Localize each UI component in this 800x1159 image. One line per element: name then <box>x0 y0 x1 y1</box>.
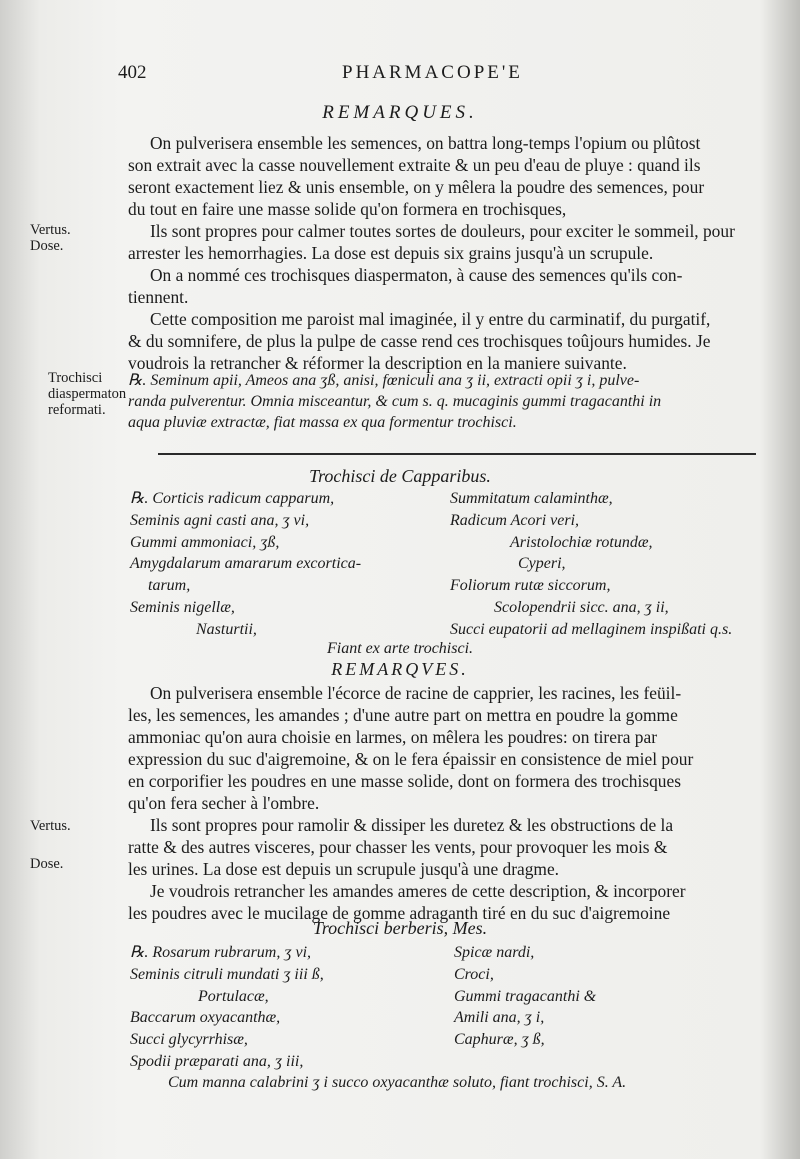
text-line: Je voudrois retrancher les amandes ameres de cette description, & incorporer <box>150 881 686 901</box>
margin-trochisci-reformati <box>48 370 140 418</box>
text-line: On a nommé ces trochisques diaspermaton, à cause des semences qu'ils con- <box>150 265 683 285</box>
trochisci-capparibus-title: Trochisci de Capparibus. <box>309 466 491 486</box>
ingredient: tarum, <box>148 577 191 595</box>
margin-line: Trochisci <box>48 370 103 386</box>
text-line: les urines. La dose est depuis un scrupule jusqu'à une dragme. <box>128 859 560 879</box>
ingredient: Radicum Acori veri, <box>450 511 580 529</box>
ingredient: Spicæ nardi, <box>454 944 535 961</box>
ingredient: Amygdalarum amararum excortica- <box>130 555 362 573</box>
berberis-closing: Cum manna calabrini ʒ i succo oxyacanthæ soluto, fiant trochisci, S. A. <box>168 1074 627 1091</box>
margin-dose-2: Dose. <box>30 856 64 872</box>
text-line: ammoniac qu'on aura choisie en larmes, on mêlera les poudres: on tirera par <box>128 727 658 747</box>
capparibus-left-column <box>130 488 361 641</box>
ingredient: Portulacæ, <box>198 987 269 1005</box>
berberis-left-column <box>130 942 324 1073</box>
text-line: arrester les hemorrhagies. La dose est depuis six grains jusqu'à un scrupule. <box>128 243 654 263</box>
ingredient: Gummi tragacanthi & <box>454 987 597 1005</box>
text-line: expression du suc d'aigremoine, & on le fera épaissir en consistence de miel pour <box>128 749 694 769</box>
page-number: 402 <box>118 62 147 83</box>
remarques-heading-2: REMARQVES. <box>331 659 469 679</box>
text-line: son extrait avec la casse nouvellement extraite & un peu d'eau de pluye : quand ils <box>128 155 701 175</box>
capparibus-closing: Fiant ex arte trochisci. <box>326 640 474 657</box>
remarques-paragraphs-2 <box>128 682 752 924</box>
ingredient: Seminis nigellæ, <box>130 598 235 616</box>
margin-line: reformati. <box>48 402 106 418</box>
running-title: PHARMACOPE'E <box>342 62 523 83</box>
text-line: Ils sont propres pour ramolir & dissiper les duretez & les obstructions de la <box>150 815 674 835</box>
text-line: voudrois la retrancher & réformer la description en la maniere suivante. <box>128 353 627 373</box>
margin-line: diaspermaton <box>48 386 127 402</box>
ingredient: Cyperi, <box>518 555 566 573</box>
ingredient: Gummi ammoniaci, ʒß, <box>130 533 280 551</box>
ingredient: Nasturtii, <box>196 620 257 638</box>
ingredient: Seminis citruli mundati ʒ iii ß, <box>130 965 324 983</box>
ingredient: Croci, <box>454 965 494 983</box>
page-header <box>118 62 758 86</box>
text-line: On pulverisera ensemble l'écorce de racine de capprier, les racines, les feüil- <box>150 683 682 703</box>
text-line: Ils sont propres pour calmer toutes sortes de douleurs, pour exciter le sommeil, pour <box>150 221 735 241</box>
recipe-line: ℞. Seminum apii, Ameos ana ʒß, anisi, fœniculi ana ʒ ii, extracti opii ʒ i, pulve- <box>128 372 640 389</box>
ingredient: Foliorum rutæ siccorum, <box>450 577 611 595</box>
ingredient: Seminis agni casti ana, ʒ vi, <box>130 511 310 529</box>
ingredient: Summitatum calaminthæ, <box>450 490 613 507</box>
ingredient: Succi glycyrrhisæ, <box>130 1031 248 1049</box>
margin-vertus-1: Vertus. <box>30 222 71 238</box>
recipe-reformed <box>128 370 768 433</box>
ingredient: Caphuræ, ʒ ß, <box>454 1031 545 1049</box>
trochisci-berberis-title: Trochisci berberis, Mes. <box>312 918 488 938</box>
text-line: On pulverisera ensemble les semences, on battra long-temps l'opium ou plûtost <box>150 133 701 153</box>
text-line: & du somnifere, de plus la pulpe de casse rend ces trochisques toûjours humides. Je <box>128 331 711 351</box>
recipe-line: randa pulverentur. Omnia misceantur, & cum s. q. mucaginis gummi tragacanthi in <box>128 393 662 410</box>
remarques-paragraphs-1 <box>128 132 752 374</box>
text-line: ratte & des autres visceres, pour chasser les vents, pour provoquer les mois & <box>128 837 668 857</box>
recipe-line: aqua pluviæ extractæ, fiat massa ex qua formentur trochisci. <box>128 414 517 431</box>
text-line: les, les semences, les amandes ; d'une autre part on mettra en poudre la gomme <box>128 705 678 725</box>
ingredient: Aristolochiæ rotundæ, <box>510 533 653 551</box>
margin-dose-1: Dose. <box>30 238 64 254</box>
ingredient: ℞. Rosarum rubrarum, ʒ vi, <box>130 944 312 961</box>
margin-vertus-2: Vertus. <box>30 818 71 834</box>
section-divider <box>158 453 756 455</box>
text-line: seront exactement liez & unis ensemble, on y mêlera la poudre des semences, pour <box>128 177 705 197</box>
ingredient: Spodii præparati ana, ʒ iii, <box>130 1052 304 1070</box>
ingredient: Scolopendrii sicc. ana, ʒ ii, <box>494 598 669 616</box>
remarques-heading-1: REMARQUES. <box>322 102 478 123</box>
ingredient: Baccarum oxyacanthæ, <box>130 1009 281 1027</box>
ingredient: Amili ana, ʒ i, <box>454 1009 545 1027</box>
text-line: Cette composition me paroist mal imaginée, il y entre du carminatif, du purgatif, <box>150 309 711 329</box>
text-line: du tout en faire une masse solide qu'on formera en trochisques, <box>128 199 567 219</box>
ingredient: ℞. Corticis radicum capparum, <box>130 490 335 507</box>
capparibus-right-column <box>450 488 732 641</box>
text-line: tiennent. <box>128 287 189 307</box>
text-line: qu'on fera secher à l'ombre. <box>128 793 320 813</box>
ingredient: Succi eupatorii ad mellaginem inspißati q.s. <box>450 620 733 638</box>
text-line: en corporifier les poudres en une masse solide, dont on formera des trochisques <box>128 771 681 791</box>
text-line: les poudres avec le mucilage de gomme adraganth tiré en du suc d'aigremoine <box>128 903 671 923</box>
berberis-right-column <box>454 942 596 1051</box>
